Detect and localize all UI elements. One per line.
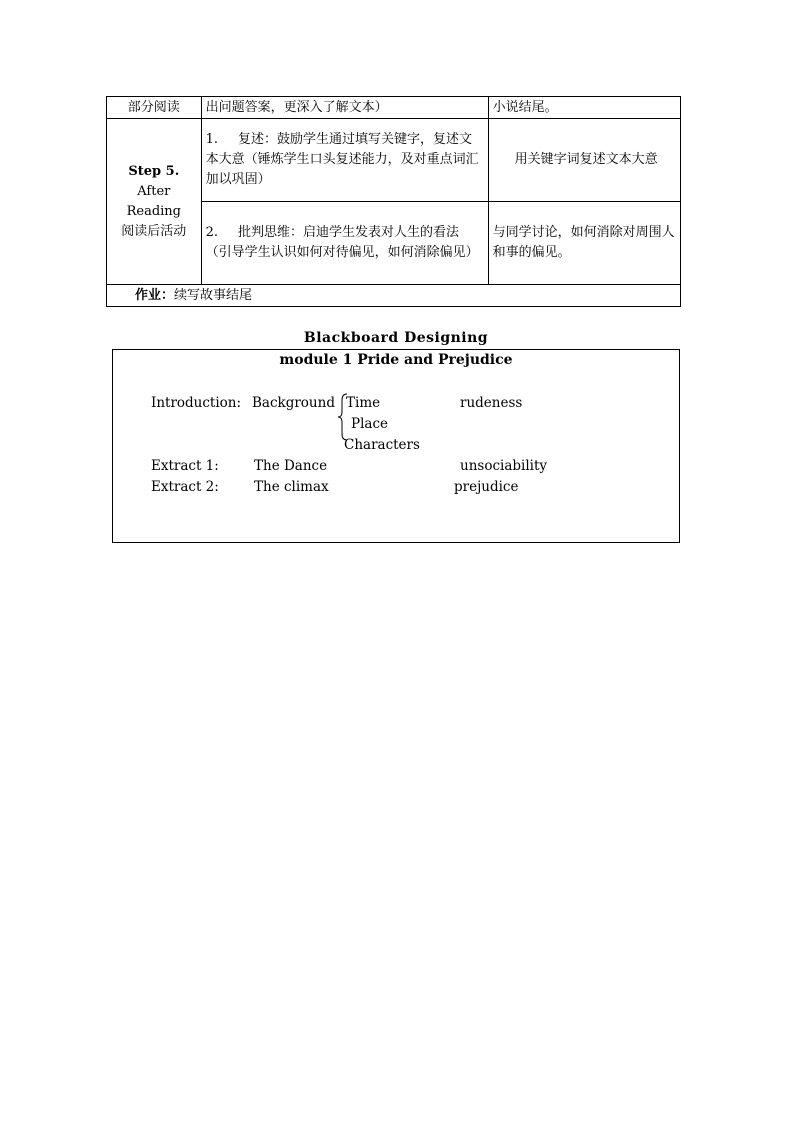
activity-text: 批判思维：启迪学生发表对人生的看法（引导学生认识如何对待偏见，如何消除偏见） xyxy=(205,225,479,260)
lesson-table xyxy=(106,96,681,307)
background-item: Place xyxy=(351,416,388,432)
blackboard-subtitle: module 1 Pride and Prejudice xyxy=(279,352,513,368)
student-activity-cell: 与同学讨论，如何消除对周围人和事的偏见。 xyxy=(488,202,680,285)
blackboard-title: Blackboard Designing xyxy=(303,330,489,346)
item-number: 1. xyxy=(205,132,219,147)
table-row xyxy=(107,119,681,202)
blackboard-box xyxy=(112,349,680,543)
extract1-label: Extract 1: xyxy=(151,458,219,474)
step-subtitle-cn: 阅读后活动 xyxy=(121,223,187,239)
extract2-label: Extract 2: xyxy=(151,479,219,495)
background-item: Characters xyxy=(344,437,420,453)
keyword-rudeness: rudeness xyxy=(460,395,523,411)
teacher-activity-cell xyxy=(201,202,488,285)
activity-text: 复述：鼓励学生通过填写关键字，复述文本大意（锤炼学生口头复述能力，及对重点词汇加以巩固） xyxy=(205,132,479,187)
keyword-unsociability: unsociability xyxy=(460,458,548,474)
student-activity-cell: 用关键字词复述文本大意 xyxy=(488,119,680,202)
background-item: Time xyxy=(346,395,381,411)
keyword-prejudice: prejudice xyxy=(454,479,519,495)
extract2-value: The climax xyxy=(254,479,329,495)
item-number: 2. xyxy=(205,225,219,240)
table-row xyxy=(107,97,681,119)
background-label: Background xyxy=(252,395,335,411)
teacher-activity-cell: 出问题答案，更深入了解文本） xyxy=(201,97,488,119)
section-cell: 部分阅读 xyxy=(107,97,202,119)
extract1-value: The Dance xyxy=(254,458,328,474)
step-title: Step 5. xyxy=(128,163,180,179)
step-subtitle-en: After Reading xyxy=(126,183,181,219)
intro-label: Introduction: xyxy=(151,395,242,411)
teacher-activity-cell xyxy=(201,119,488,202)
table-row xyxy=(107,285,681,307)
homework-cell xyxy=(107,285,681,307)
homework-text: 续写故事结尾 xyxy=(174,287,253,303)
student-activity-cell: 小说结尾。 xyxy=(488,97,680,119)
homework-label: 作业： xyxy=(135,287,175,303)
step-cell xyxy=(107,119,202,285)
